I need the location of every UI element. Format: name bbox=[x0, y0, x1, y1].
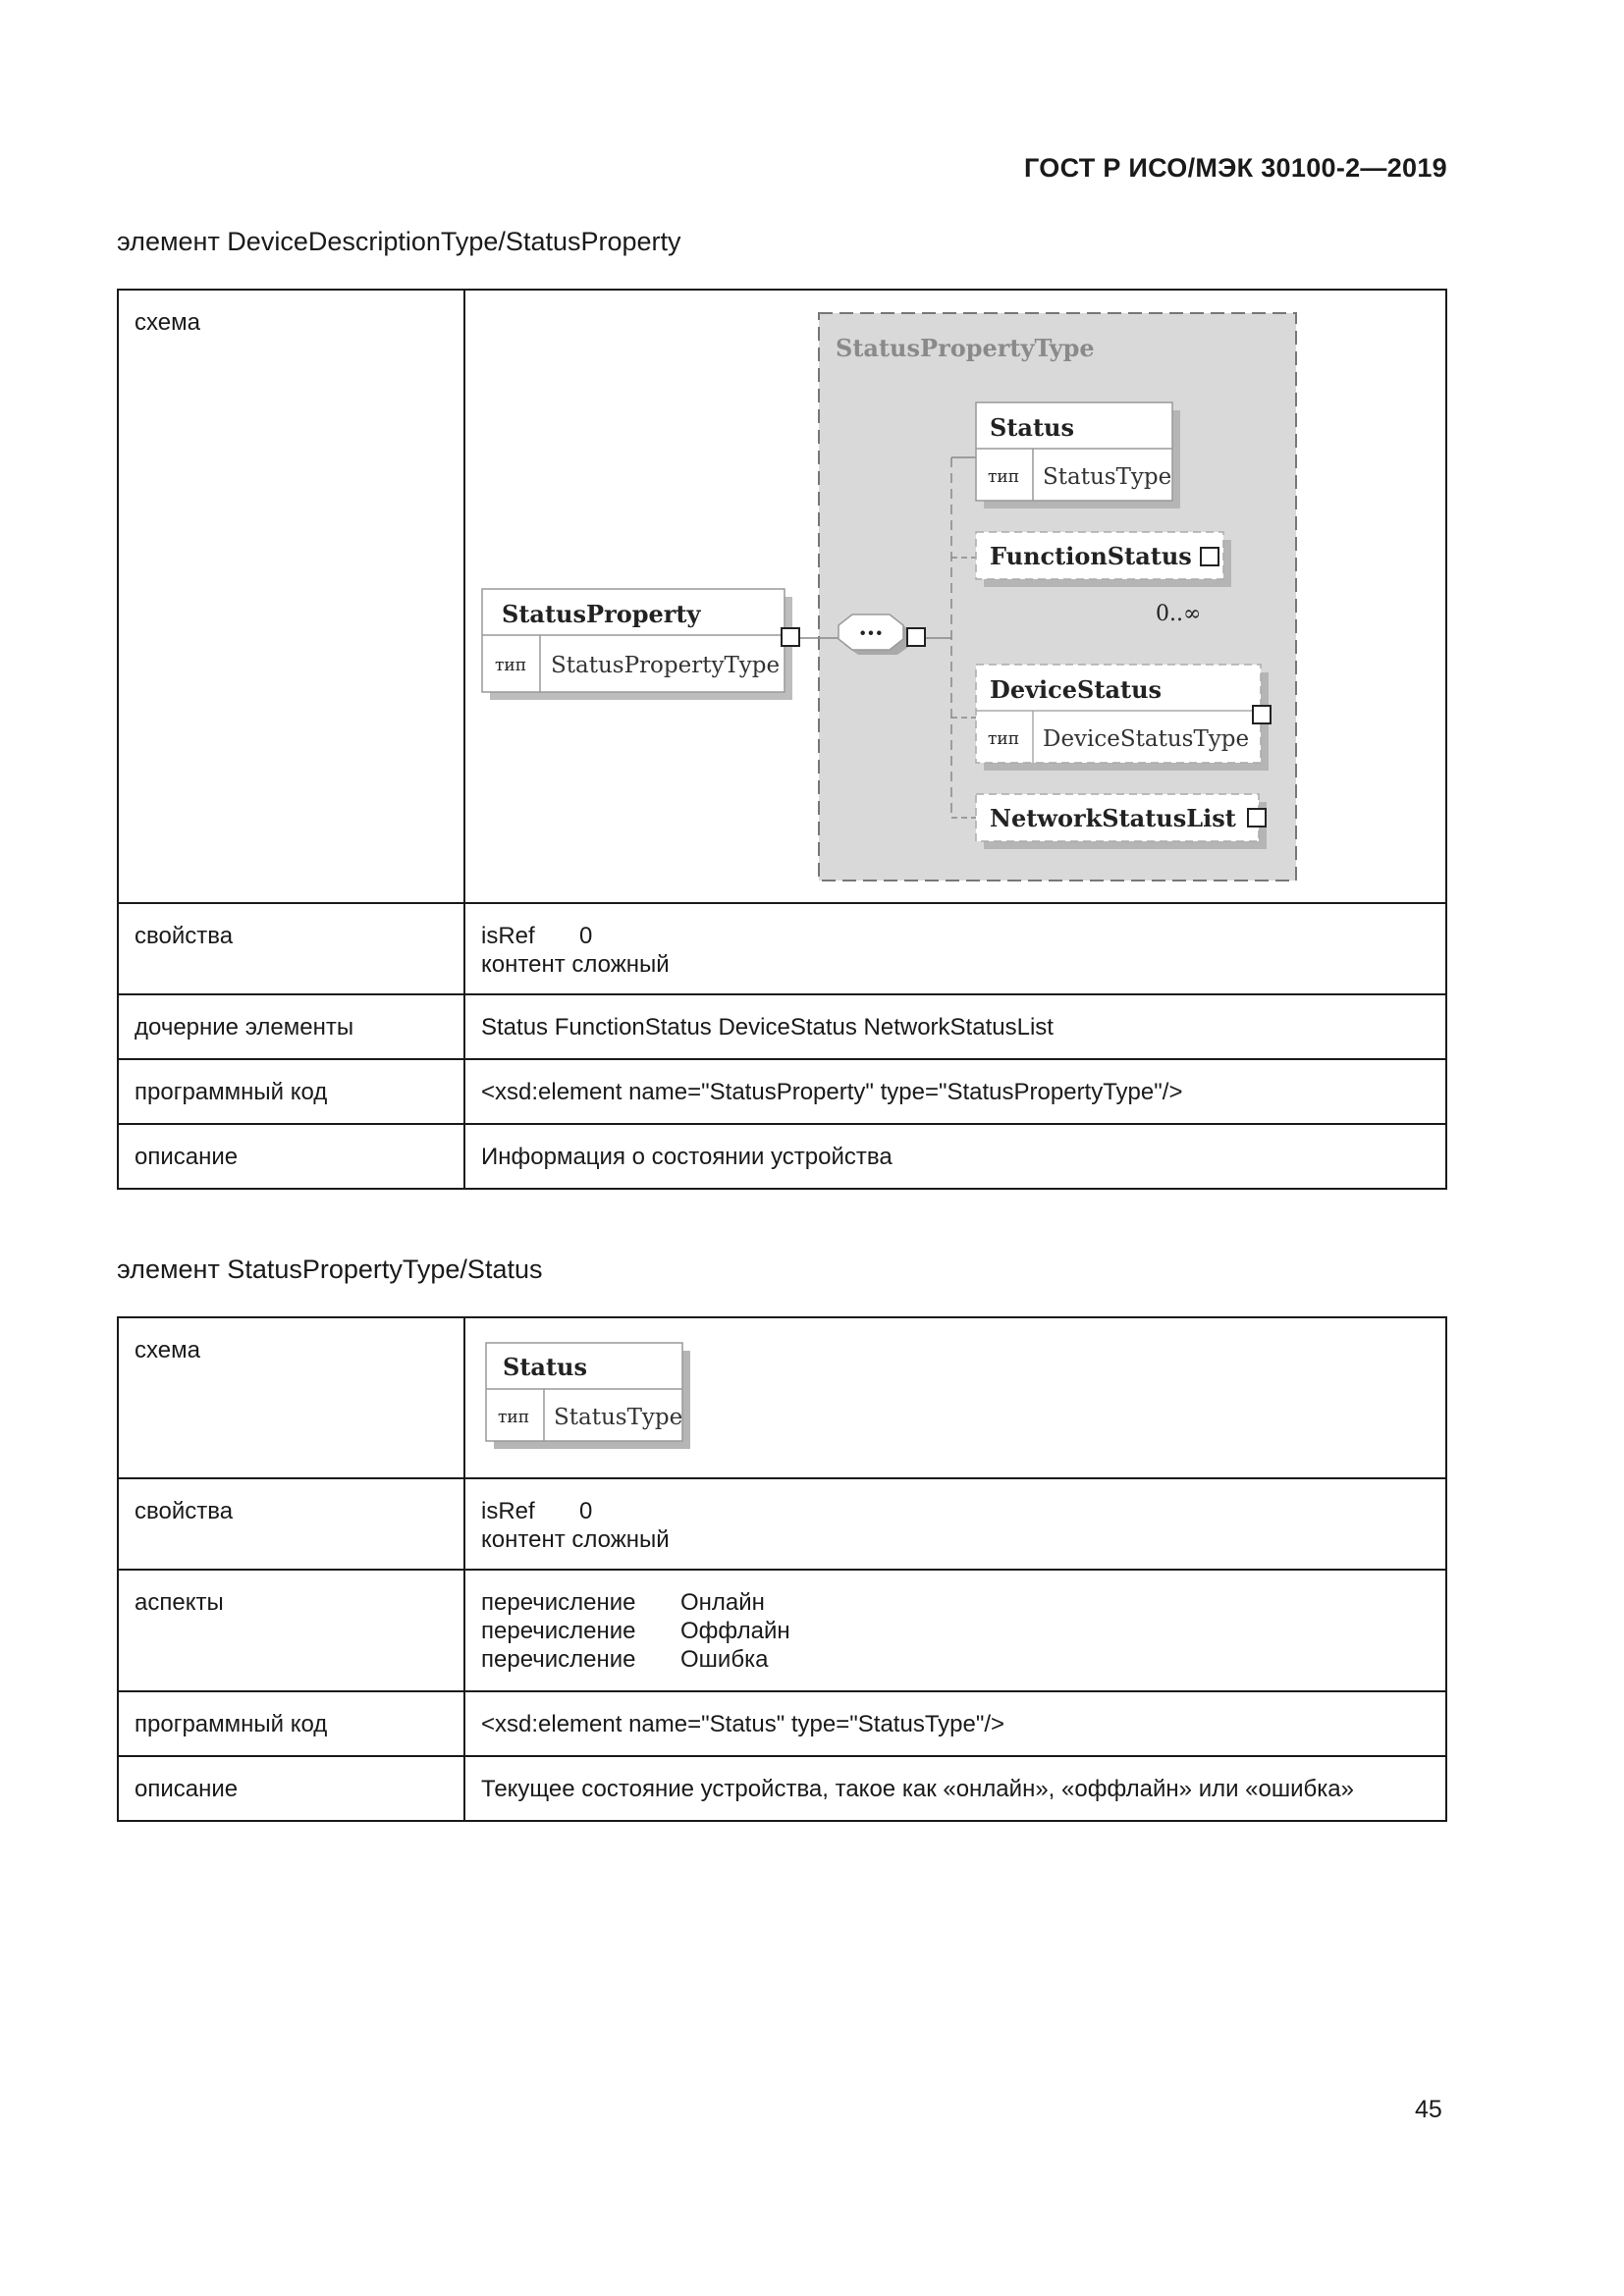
facet-key: перечисление bbox=[481, 1618, 636, 1644]
section-title-status-property: элемент DeviceDescriptionType/StatusProperty bbox=[117, 227, 681, 256]
row-label: программный код bbox=[118, 1691, 464, 1756]
row-label: описание bbox=[118, 1756, 464, 1821]
row-label: схема bbox=[118, 1317, 464, 1478]
schema-cell bbox=[464, 290, 1446, 903]
row-label: схема bbox=[118, 290, 464, 903]
document-standard-header: ГОСТ Р ИСО/МЭК 30100-2—2019 bbox=[1024, 153, 1447, 183]
type-key: тип bbox=[988, 467, 1020, 487]
facet-value: Оффлайн bbox=[680, 1618, 790, 1644]
type-name: DeviceStatusType bbox=[1043, 726, 1250, 752]
status-property-element bbox=[482, 589, 799, 700]
type-name: StatusPropertyType bbox=[551, 653, 781, 678]
element-name: FunctionStatus bbox=[990, 542, 1192, 570]
content-type: контент сложный bbox=[481, 1526, 670, 1553]
expand-toggle-icon[interactable] bbox=[1201, 548, 1218, 565]
facets-row bbox=[118, 1570, 1446, 1691]
sequence-symbol: ··· bbox=[858, 618, 884, 647]
facet-value: Онлайн bbox=[680, 1589, 765, 1616]
children-value: Status FunctionStatus DeviceStatus NetworkStatusList bbox=[464, 994, 1446, 1059]
status-child-element bbox=[976, 402, 1180, 508]
description-value: Информация о состоянии устройства bbox=[464, 1124, 1446, 1189]
row-label: программный код bbox=[118, 1059, 464, 1124]
facets-cell bbox=[464, 1570, 1446, 1691]
row-label: свойства bbox=[118, 903, 464, 994]
facet-item bbox=[481, 1588, 1430, 1617]
facet-key: перечисление bbox=[481, 1589, 636, 1616]
element-name: NetworkStatusList bbox=[990, 804, 1236, 832]
element-name: DeviceStatus bbox=[990, 675, 1163, 704]
type-key: тип bbox=[988, 729, 1020, 749]
description-value: Текущее состояние устройства, такое как «онлайн», «оффлайн» или «ошибка» bbox=[464, 1756, 1446, 1821]
type-key: тип bbox=[498, 1408, 530, 1427]
device-status-child-element bbox=[976, 665, 1271, 771]
element-name: Status bbox=[990, 413, 1075, 442]
properties-cell bbox=[464, 1478, 1446, 1570]
isref-key: isRef bbox=[481, 923, 535, 949]
status-element bbox=[486, 1343, 690, 1449]
properties-cell bbox=[464, 903, 1446, 994]
expand-toggle-icon[interactable] bbox=[782, 628, 799, 646]
code-value: <xsd:element name="Status" type="StatusType"/> bbox=[464, 1691, 1446, 1756]
isref-value: 0 bbox=[579, 1498, 593, 1524]
element-name: StatusProperty bbox=[502, 600, 701, 628]
code-row bbox=[118, 1691, 1446, 1756]
type-name: StatusType bbox=[1043, 464, 1172, 490]
row-label: свойства bbox=[118, 1478, 464, 1570]
group-label: StatusPropertyType bbox=[836, 334, 1095, 362]
status-schema-diagram bbox=[465, 1318, 1480, 1477]
multiplicity-label: 0..∞ bbox=[1156, 602, 1202, 626]
element-name: Status bbox=[503, 1353, 588, 1381]
row-label: аспекты bbox=[118, 1570, 464, 1691]
facet-item bbox=[481, 1617, 1430, 1645]
expand-toggle-icon[interactable] bbox=[1253, 706, 1271, 723]
row-label: дочерние элементы bbox=[118, 994, 464, 1059]
schema-row bbox=[118, 290, 1446, 903]
expand-toggle-icon[interactable] bbox=[907, 628, 925, 646]
status-property-schema-diagram bbox=[465, 291, 1480, 902]
facet-key: перечисление bbox=[481, 1646, 636, 1673]
schema-row bbox=[118, 1317, 1446, 1478]
isref-key: isRef bbox=[481, 1498, 535, 1524]
section-title-status: элемент StatusPropertyType/Status bbox=[117, 1255, 543, 1284]
code-row bbox=[118, 1059, 1446, 1124]
properties-row bbox=[118, 903, 1446, 994]
row-label: описание bbox=[118, 1124, 464, 1189]
code-value: <xsd:element name="StatusProperty" type="StatusPropertyType"/> bbox=[464, 1059, 1446, 1124]
schema-cell bbox=[464, 1317, 1446, 1478]
description-row bbox=[118, 1124, 1446, 1189]
facet-value: Ошибка bbox=[680, 1646, 769, 1673]
network-status-list-child-element bbox=[976, 794, 1267, 849]
status-property-table bbox=[117, 289, 1447, 1190]
status-table bbox=[117, 1316, 1447, 1822]
expand-toggle-icon[interactable] bbox=[1248, 809, 1266, 827]
properties-row bbox=[118, 1478, 1446, 1570]
content-type: контент сложный bbox=[481, 951, 670, 978]
description-row bbox=[118, 1756, 1446, 1821]
isref-value: 0 bbox=[579, 923, 593, 949]
page-number: 45 bbox=[1415, 2096, 1442, 2123]
children-row bbox=[118, 994, 1446, 1059]
facet-item bbox=[481, 1645, 1430, 1674]
type-key: тип bbox=[495, 656, 527, 675]
type-name: StatusType bbox=[554, 1405, 683, 1430]
